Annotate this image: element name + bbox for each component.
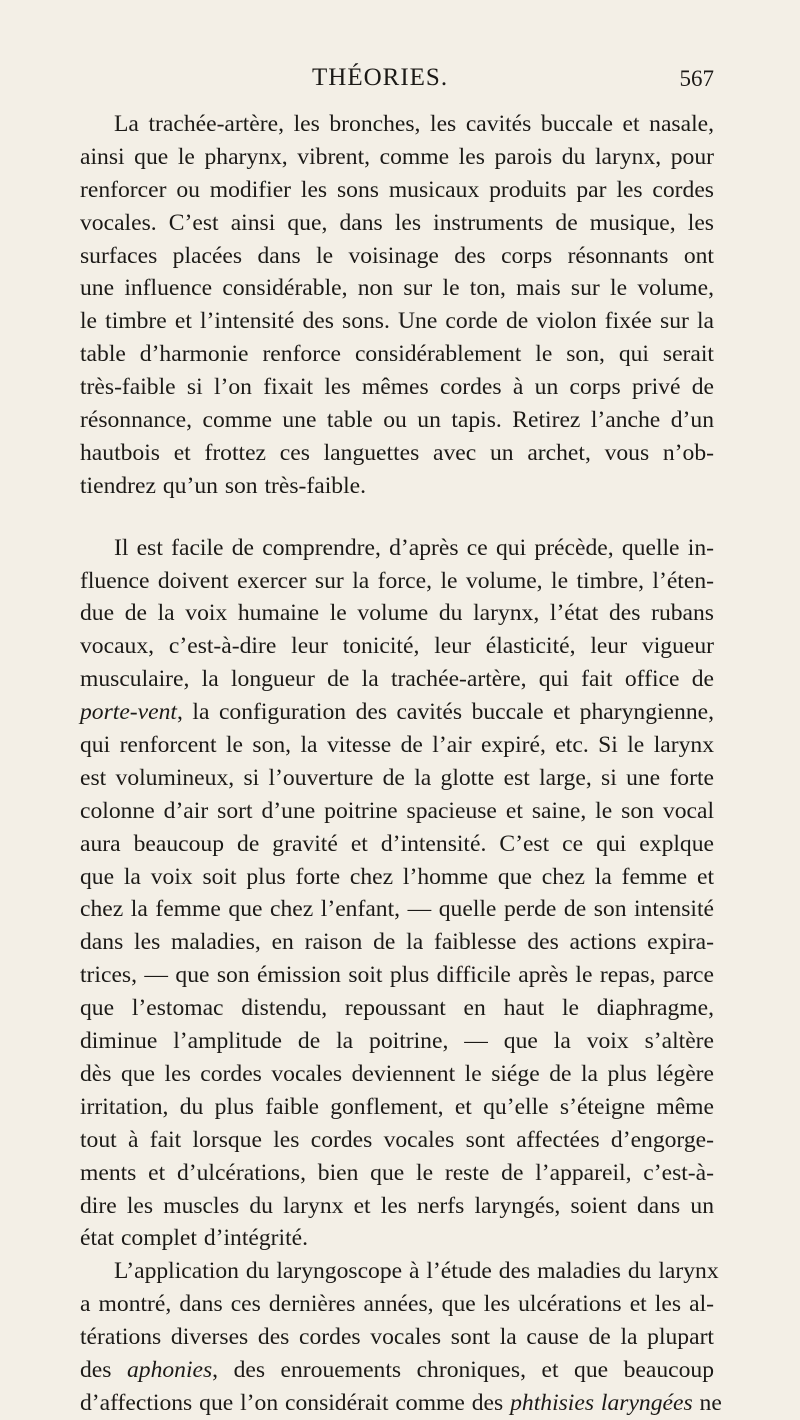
text-segment: ne: [692, 1389, 722, 1416]
text-line: que la voix soit plus forte chez l’homme que chez la femme et: [80, 863, 714, 890]
text-line: diminue l’amplitude de la poitrine, — que la voix s’altère: [80, 1028, 714, 1055]
text-line: dire les muscles du larynx et les nerfs laryngés, soient dans un: [80, 1192, 714, 1219]
text-line: table d’harmonie renforce considérablement le son, qui serait: [80, 341, 714, 368]
text-line: fluence doivent exercer sur la force, le volume, le timbre, l’éten-: [80, 567, 714, 594]
paragraph-1: [80, 108, 714, 503]
body-text: [80, 108, 722, 1420]
running-title: THÉORIES.: [312, 64, 449, 91]
text-line: dans les maladies, en raison de la faiblesse des actions expira-: [80, 929, 714, 956]
text-line: chez la femme que chez l’enfant, — quelle perde de son intensité: [80, 896, 714, 923]
text-line: [80, 1387, 722, 1420]
text-line: qui renforcent le son, la vitesse de l’air expiré, etc. Si le larynx: [80, 732, 714, 759]
text-segment: , la configuration des cavités buccale et pharyngienne,: [176, 699, 714, 726]
italic-term: aphonies: [126, 1356, 213, 1383]
text-line: aura beaucoup de gravité et d’intensité. C’est ce qui explque: [80, 830, 714, 857]
page-number: 567: [679, 66, 714, 91]
paragraph-3: [80, 1255, 722, 1419]
text-line: Il est facile de comprendre, d’après ce qui précède, quelle in-: [114, 534, 714, 561]
text-line: état complet d’intégrité.: [80, 1225, 309, 1252]
text-line: hautbois et frottez ces languettes avec un archet, vous n’ob-: [80, 439, 714, 466]
paragraph-gap: [80, 503, 714, 532]
text-line: trices, — que son émission soit plus difficile après le repas, parce: [80, 962, 714, 989]
text-line: dès que les cordes vocales deviennent le siége de la plus légère: [80, 1060, 714, 1087]
text-line: [80, 1354, 714, 1387]
text-line: L’application du laryngoscope à l’étude des maladies du larynx: [114, 1258, 719, 1285]
text-line: une influence considérable, non sur le ton, mais sur le volume,: [80, 275, 714, 302]
text-line: vocales. C’est ainsi que, dans les instruments de musique, les: [80, 209, 714, 236]
page-header: [80, 64, 714, 100]
text-line: due de la voix humaine le volume du larynx, l’état des rubans: [80, 600, 714, 627]
text-line: musculaire, la longueur de la trachée-artère, qui fait office de: [80, 666, 714, 693]
text-line: surfaces placées dans le voisinage des corps résonnants ont: [80, 242, 714, 269]
text-segment: d’affections que l’on considérait comme des: [80, 1389, 511, 1416]
text-line: colonne d’air sort d’une poitrine spacieuse et saine, le son vocal: [80, 797, 714, 824]
text-line: ainsi que le pharynx, vibrent, comme les parois du larynx, pour: [80, 143, 714, 170]
text-line: renforcer ou modifier les sons musicaux produits par les cordes: [80, 176, 714, 203]
text-line: La trachée-artère, les bronches, les cavités buccale et nasale,: [114, 111, 714, 137]
text-line: très-faible si l’on fixait les mêmes cordes à un corps privé de: [80, 374, 714, 401]
text-line: tout à fait lorsque les cordes vocales sont affectées d’engorge-: [80, 1126, 714, 1153]
text-line: vocaux, c’est-à-dire leur tonicité, leur élasticité, leur vigueur: [80, 633, 714, 660]
text-line: résonnance, comme une table ou un tapis. Retirez l’anche d’un: [80, 407, 714, 434]
text-line: [80, 696, 714, 729]
text-line: tiendrez qu’un son très-faible.: [80, 472, 367, 499]
paragraph-2: [80, 532, 714, 1256]
text-line: le timbre et l’intensité des sons. Une corde de violon fixée sur la: [80, 308, 714, 335]
italic-term: porte-vent: [80, 699, 177, 726]
text-segment: des: [80, 1356, 127, 1383]
text-line: ments et d’ulcérations, bien que le reste de l’appareil, c’est-à-: [80, 1159, 714, 1186]
text-line: térations diverses des cordes vocales sont la cause de la plupart: [80, 1324, 714, 1351]
text-line: a montré, dans ces dernières années, que les ulcérations et les al-: [80, 1291, 714, 1318]
text-segment: , des enrouements chroniques, et que beaucoup: [212, 1356, 715, 1383]
text-line: irritation, du plus faible gonflement, et qu’elle s’éteigne même: [80, 1093, 714, 1120]
italic-term: phthisies laryngées: [510, 1389, 693, 1416]
text-line: que l’estomac distendu, repoussant en haut le diaphragme,: [80, 995, 714, 1022]
text-line: est volumineux, si l’ouverture de la glotte est large, si une forte: [80, 764, 714, 791]
